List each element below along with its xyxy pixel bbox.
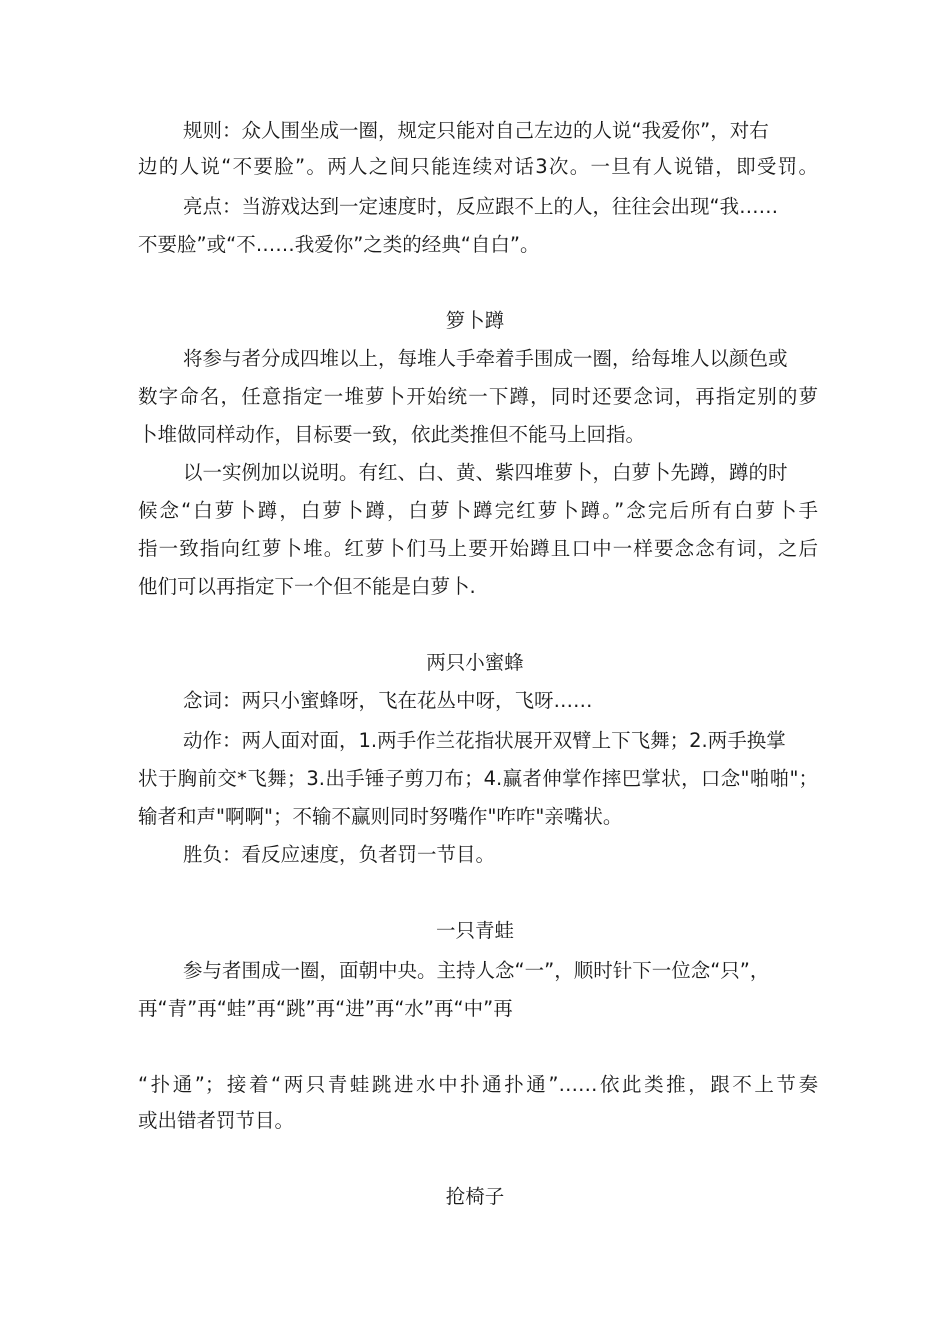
paragraph-line: 状于胸前交*飞舞；3.出手锤子剪刀布；4.赢者伸掌作摔巴掌状，口念"啪啪"； — [138, 767, 818, 790]
paragraph-line: 将参与者分成四堆以上，每堆人手牵着手围成一圈，给每堆人以颜色或 — [183, 347, 788, 370]
paragraph-line: 输者和声"啊啊"；不输不赢则同时努嘴作"咋咋"亲嘴状。 — [138, 805, 623, 828]
paragraph-line: “扑通”；接着“两只青蛙跳进水中扑通扑通”……依此类推，跟不上节奏 — [138, 1073, 818, 1096]
paragraph-line: 以一实例加以说明。有红、白、黄、紫四堆萝卜，白萝卜先蹲，蹲的时 — [183, 461, 788, 484]
paragraph-line: 规则：众人围坐成一圈，规定只能对自己左边的人说“我爱你”，对右 — [183, 119, 769, 142]
paragraph-line: 再“青”再“蛙”再“跳”再“进”再“水”再“中”再 — [138, 997, 513, 1020]
paragraph-line: 候念“白萝卜蹲，白萝卜蹲，白萝卜蹲完红萝卜蹲。”念完后所有白萝卜手 — [138, 499, 818, 522]
paragraph-line: 念词：两只小蜜蜂呀，飞在花丛中呀，飞呀…… — [183, 689, 593, 712]
section-title: 抢椅子 — [445, 1185, 505, 1208]
paragraph-line: 数字命名，任意指定一堆萝卜开始统一下蹲，同时还要念词，再指定别的萝 — [138, 385, 818, 408]
paragraph-line: 边的人说“不要脸”。两人之间只能连续对话3次。一旦有人说错，即受罚。 — [138, 155, 818, 178]
paragraph-line: 他们可以再指定下一个但不能是白萝卜. — [138, 575, 476, 598]
paragraph-line: 参与者围成一圈，面朝中央。主持人念“一”，顺时针下一位念“只”， — [183, 959, 770, 982]
paragraph-line: 卜堆做同样动作，目标要一致，依此类推但不能马上回指。 — [138, 423, 646, 446]
paragraph-line: 动作：两人面对面，1.两手作兰花指状展开双臂上下飞舞；2.两手换掌 — [183, 729, 786, 752]
section-title: 两只小蜜蜂 — [426, 651, 524, 674]
paragraph-line: 亮点：当游戏达到一定速度时，反应跟不上的人，往往会出现“我…… — [183, 195, 779, 218]
paragraph-line: 指一致指向红萝卜堆。红萝卜们马上要开始蹲且口中一样要念念有词，之后 — [138, 537, 818, 560]
section-title: 箩卜蹲 — [445, 309, 505, 332]
paragraph-line: 胜负：看反应速度，负者罚一节目。 — [183, 843, 496, 866]
paragraph-line: 不要脸”或“不……我爱你”之类的经典“自白”。 — [138, 233, 540, 256]
section-title: 一只青蛙 — [435, 919, 514, 942]
paragraph-line: 或出错者罚节目。 — [138, 1109, 295, 1132]
